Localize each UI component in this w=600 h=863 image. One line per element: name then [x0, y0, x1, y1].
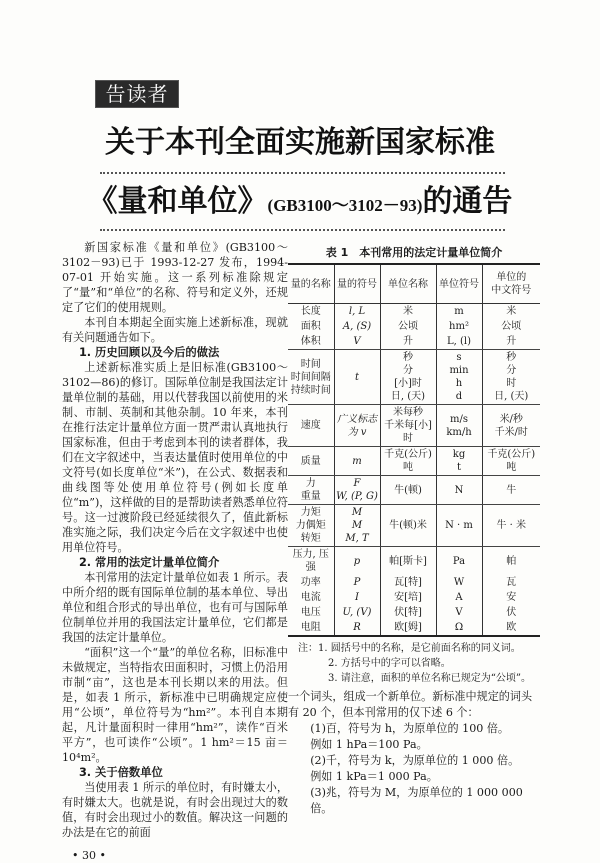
- table-cell: 瓦: [482, 575, 540, 590]
- table-cell: 牛(顿)米: [380, 505, 436, 547]
- column-header: 量的名称: [288, 264, 334, 304]
- table-row: [288, 505, 540, 547]
- section-heading: 3. 关于倍数单位: [78, 766, 163, 779]
- dotted-divider: [100, 172, 505, 174]
- units-table: [288, 263, 540, 637]
- table-cell: U, (V): [334, 605, 380, 620]
- table-cell: N · m: [436, 505, 482, 547]
- table-cell: 帕[斯卡]: [380, 547, 436, 576]
- table-cell: 广义标志 为 v: [334, 405, 380, 447]
- table-cell: m: [436, 304, 482, 320]
- table-cell: V: [334, 334, 380, 350]
- table-cell: 安[培]: [380, 590, 436, 605]
- table-cell: l, L: [334, 304, 380, 320]
- table-cell: 体积: [288, 334, 334, 350]
- table-cell: 质量: [288, 447, 334, 476]
- table-cell: Pa: [436, 547, 482, 576]
- table-cell: 牛(顿): [380, 476, 436, 505]
- table-header-row: [288, 264, 540, 304]
- paragraph: 本刊自本期起全面实施上述新标准，现就有关问题通告如下。: [62, 316, 288, 344]
- table-row: [288, 476, 540, 505]
- table-caption: 表 1 本刊常用的法定计量单位简介: [325, 246, 503, 259]
- table-cell: 米: [482, 304, 540, 320]
- list-item: (1)百，符号为 h，为原单位的 100 倍。: [310, 722, 510, 735]
- title-standard-name: 《量和单位》: [87, 184, 268, 219]
- table-notes: [288, 641, 540, 686]
- table-cell: 千克(公斤) 吨: [482, 447, 540, 476]
- table-cell: 时间 时间间隔 持续时间: [288, 350, 334, 405]
- table-cell: hm²: [436, 319, 482, 334]
- table-cell: 电阻: [288, 620, 334, 636]
- note: 2. 方括号中的字可以省略。: [328, 658, 451, 669]
- table-cell: A: [436, 590, 482, 605]
- table-cell: 伏: [482, 605, 540, 620]
- table-cell: 安: [482, 590, 540, 605]
- table-cell: m/s km/h: [436, 405, 482, 447]
- table-cell: 米: [380, 304, 436, 320]
- table-cell: 牛 · 米: [482, 505, 540, 547]
- paragraph: 新国家标准《量和单位》(GB3100～3102－93)已于 1993-12-27 发布，1994-07-01 开始实施。这一系列标准除规定了“量”和“单位”的名称、符号和定义外，还规定了它们的使用规则。: [62, 241, 288, 314]
- table-cell: 功率: [288, 575, 334, 590]
- table-row: [288, 605, 540, 620]
- page-number: • 30 •: [72, 849, 106, 862]
- table-row: [288, 620, 540, 636]
- table-row: [288, 590, 540, 605]
- table-cell: A, (S): [334, 319, 380, 334]
- note: 3. 请注意，面积的单位名称已规定为“公顷”。: [328, 673, 531, 684]
- column-header: 单位符号: [436, 264, 482, 304]
- title-standard-code: (GB3100～3102－93): [267, 196, 423, 215]
- paragraph: 本刊常用的法定计量单位如表 1 所示。表中所介绍的既有国际单位制的基本单位、导出单位和组合形式的导出单位，也有可与国际单位制单位并用的我国法定计量单位，它们都是我国的法定计量单位。: [62, 571, 288, 644]
- table-cell: 欧: [482, 620, 540, 636]
- column-header: 单位名称: [380, 264, 436, 304]
- table-cell: 升: [380, 334, 436, 350]
- note: 注：1. 圆括号中的名称，是它前面名称的同义词。: [298, 643, 521, 654]
- table-cell: 速度: [288, 405, 334, 447]
- table-cell: 电压: [288, 605, 334, 620]
- table-cell: 秒 分 时 日, (天): [482, 350, 540, 405]
- table-cell: M M M, T: [334, 505, 380, 547]
- right-column: [288, 245, 540, 817]
- column-header: 量的符号: [334, 264, 380, 304]
- table-cell: 力矩 力偶矩 转矩: [288, 505, 334, 547]
- table-cell: P: [334, 575, 380, 590]
- table-cell: 公顷: [380, 319, 436, 334]
- table-cell: 伏[特]: [380, 605, 436, 620]
- table-cell: 欧[姆]: [380, 620, 436, 636]
- table-cell: Ω: [436, 620, 482, 636]
- table-cell: m: [334, 447, 380, 476]
- table-cell: 公顷: [482, 319, 540, 334]
- table-row: [288, 334, 540, 350]
- paragraph: “面积”这一个“量”的单位名称，旧标准中未做规定，当特指农田面积时，习惯上仍沿用市制“亩”，这也是本刊长期以来的用法。但是，如表 1 所示，新标准中已明确规定应使用“公顷”，单位符号为“hm²”。本刊自本期起，凡计量面积时一律用“hm²”，读作“百米平方”，也可读作“公顷”。1 hm²＝15 亩＝10⁴m²。: [62, 646, 288, 764]
- table-row: [288, 575, 540, 590]
- column-header: 单位的 中文符号: [482, 264, 540, 304]
- table-cell: 升: [482, 334, 540, 350]
- paragraph: 一个词头，组成一个新单位。新标准中规定的词头有 20 个，但本刊常用的仅下述 6 个：: [288, 690, 533, 719]
- dotted-divider: [100, 229, 505, 231]
- table-cell: 千克(公斤) 吨: [380, 447, 436, 476]
- section-heading: 2. 常用的法定计量单位简介: [78, 556, 220, 569]
- table-row: [288, 405, 540, 447]
- list-item: 例如 1 kPa＝1 000 Pa。: [310, 770, 438, 783]
- table-cell: 瓦[特]: [380, 575, 436, 590]
- table-cell: 压力, 压强: [288, 547, 334, 576]
- table-cell: t: [334, 350, 380, 405]
- table-cell: 牛: [482, 476, 540, 505]
- title-line-2: [60, 182, 540, 226]
- right-column-text: [288, 689, 540, 817]
- title-suffix: 的通告: [422, 184, 513, 219]
- table-cell: kg t: [436, 447, 482, 476]
- table-cell: W: [436, 575, 482, 590]
- section-heading: 1. 历史回顾以及今后的做法: [78, 346, 220, 359]
- table-cell: 力 重量: [288, 476, 334, 505]
- paragraph: 上述新标准实质上是旧标准(GB3100～3102—86)的修订。国际单位制是我国法定计量单位制的基础，用以代替我国以前使用的米制、市制、英制和其他杂制。10 年来，本刊在推行法定计量单位方面一贯严肃认真地执行国家标准，但由于考虑到本刊的读者群体，我们在文字叙述中，当表达量值时使用单位的中文符号(如长度单位“米”)，在公式、数据表和曲线图等处使用单位符号(例如长度单位“m”)，这样做的目的是帮助读者熟悉单位符号。这一过渡阶段已经延续很久了，值此新标准实施之际，我们决定今后在文字叙述中也使用单位符号。: [62, 361, 288, 554]
- table-cell: 长度: [288, 304, 334, 320]
- table-cell: I: [334, 590, 380, 605]
- table-row: [288, 350, 540, 405]
- table-cell: p: [334, 547, 380, 576]
- column-badge: 告读者: [95, 80, 179, 108]
- table-cell: V: [436, 605, 482, 620]
- table-row: [288, 547, 540, 576]
- table-row: [288, 319, 540, 334]
- table-cell: L, (l): [436, 334, 482, 350]
- table-cell: 帕: [482, 547, 540, 576]
- table-cell: s min h d: [436, 350, 482, 405]
- table-row: [288, 447, 540, 476]
- list-item: (2)千，符号为 k，为原单位的 1 000 倍。: [310, 754, 520, 767]
- paragraph: 当使用表 1 所示的单位时，有时嫌太小，有时嫌太大。也就是说，有时会出现过大的数值，有时会出现过小的数值。解决这一问题的办法是在它的前面: [62, 781, 288, 839]
- table-cell: 米每秒 千米每[小]时: [380, 405, 436, 447]
- list-item: (3)兆，符号为 M，为原单位的 1 000 000 倍。: [310, 786, 523, 815]
- table-cell: 面积: [288, 319, 334, 334]
- table-cell: F W, (P, G): [334, 476, 380, 505]
- list-item: 例如 1 hPa＝100 Pa。: [310, 738, 428, 751]
- table-cell: 电流: [288, 590, 334, 605]
- table-cell: 秒 分 [小]时 日, (天): [380, 350, 436, 405]
- table-cell: R: [334, 620, 380, 636]
- title-line-1: 关于本刊全面实施新国家标准: [105, 125, 495, 160]
- table-row: [288, 304, 540, 320]
- left-column: [62, 240, 288, 863]
- table-cell: N: [436, 476, 482, 505]
- table-cell: 米/秒 千米/时: [482, 405, 540, 447]
